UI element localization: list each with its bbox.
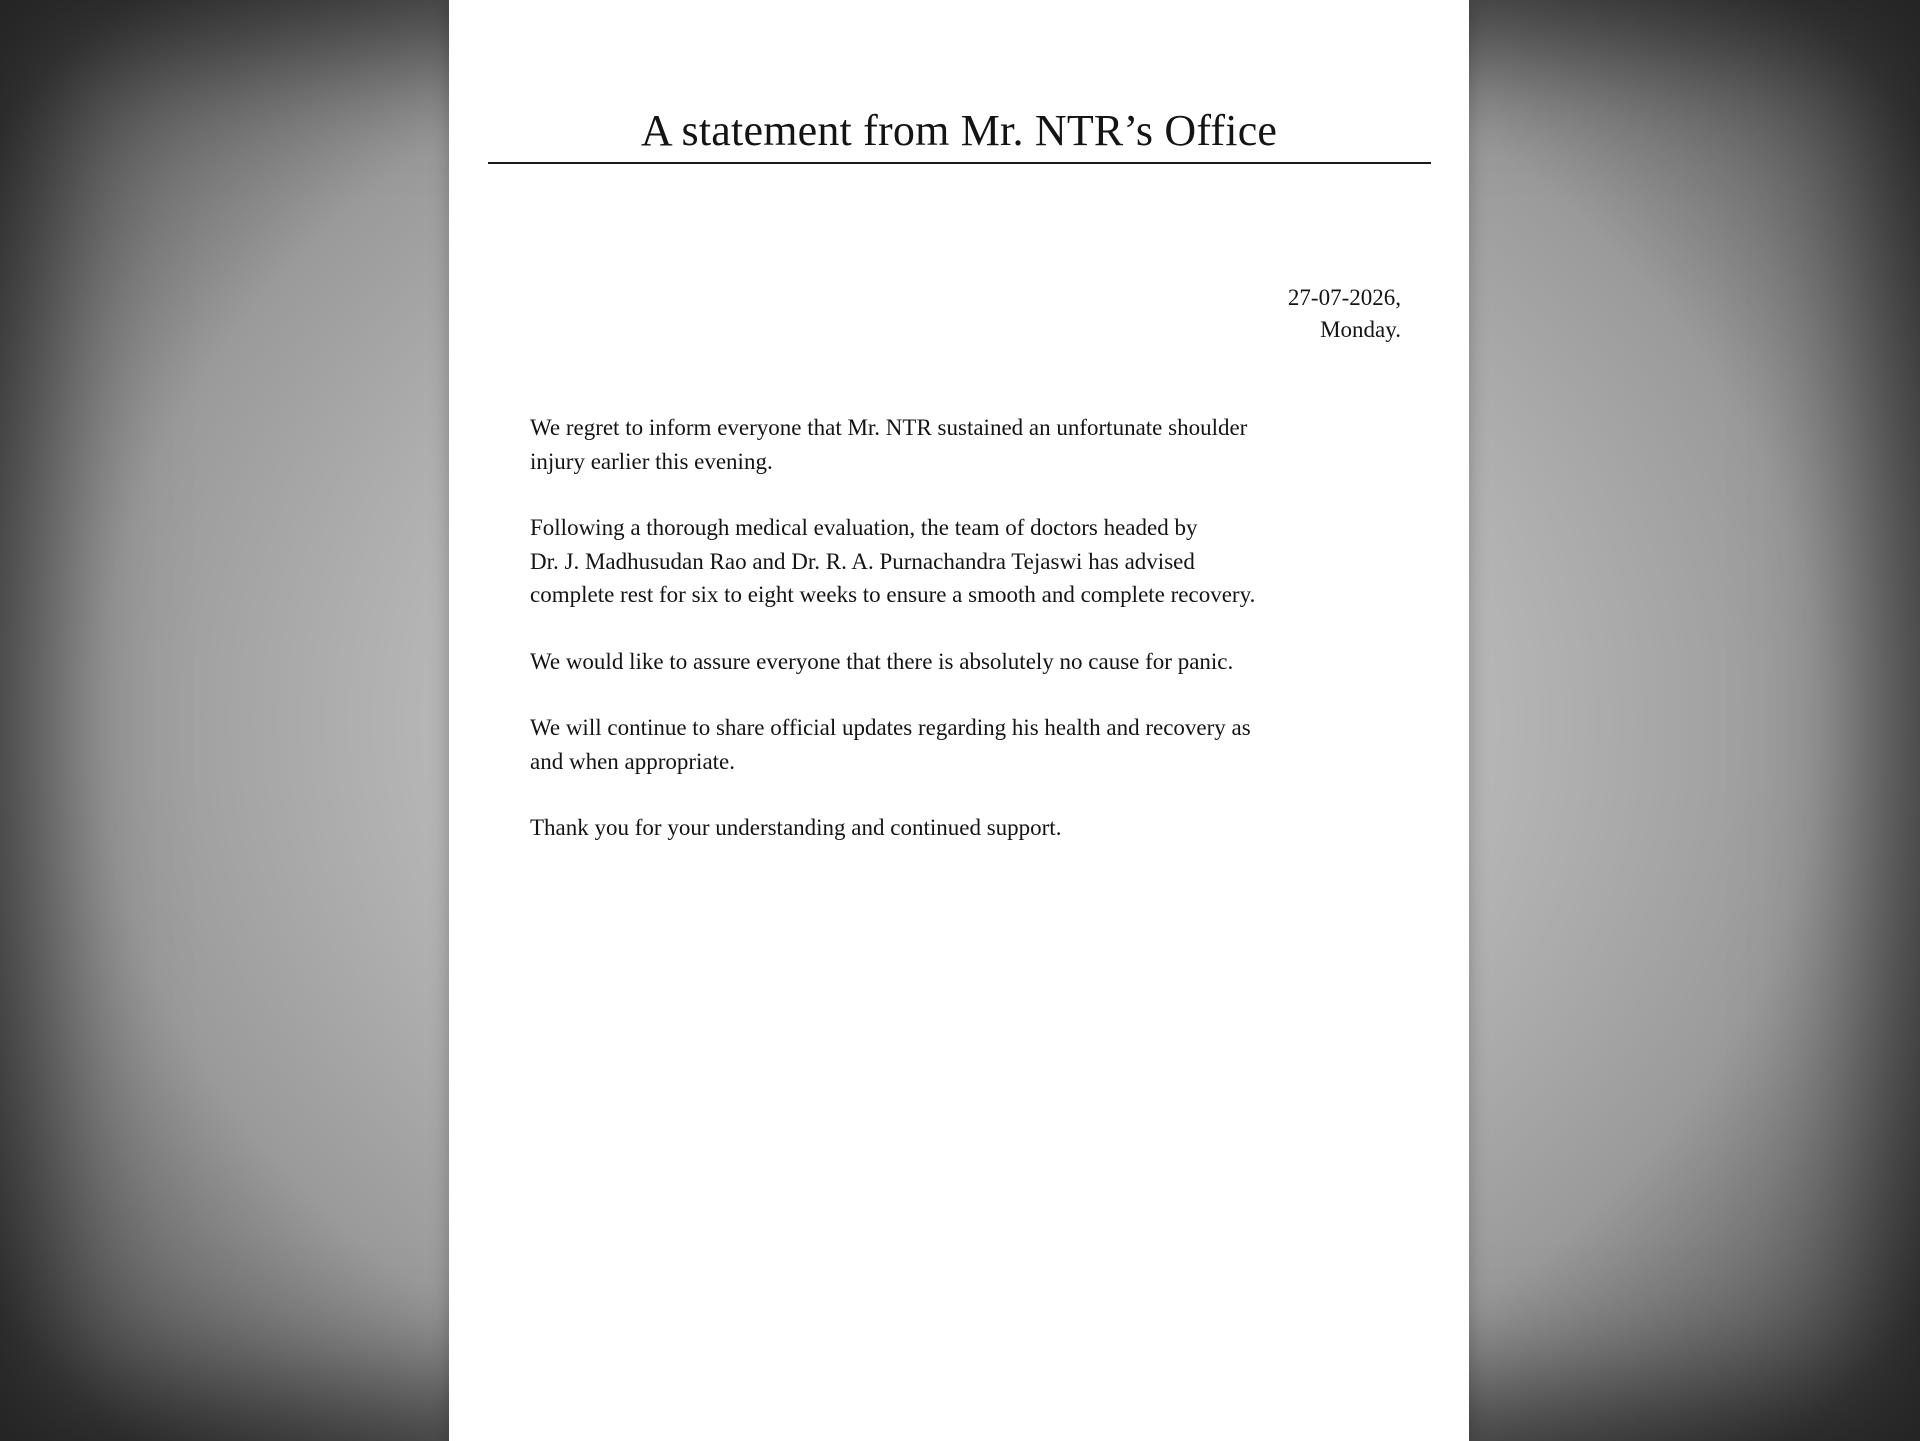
title-underline <box>488 162 1431 164</box>
paragraph-no-panic: We would like to assure everyone that there is absolutely no cause for panic. <box>530 648 1234 674</box>
paragraph-updates: We will continue to share official updates regarding his health and recovery as and when appropriate. <box>530 715 1251 774</box>
paragraph-medical-advice: Following a thorough medical evaluation, the team of doctors headed by Dr. J. Madhusudan Rao and Dr. R. A. Purnachandra Tejaswi has advised complete rest for six to eight weeks to ensure a smooth and complete recovery. <box>530 515 1256 607</box>
document-title: A statement from Mr. NTR’s Office <box>640 106 1278 155</box>
statement-body <box>530 411 1378 878</box>
statement-page <box>449 0 1469 1441</box>
date-block <box>1288 282 1401 346</box>
statement-day: Monday. <box>1320 317 1401 342</box>
paragraph-injury: We regret to inform everyone that Mr. NTR sustained an unfortunate shoulder injury earlier this evening. <box>530 415 1248 474</box>
paragraph-thanks: Thank you for your understanding and continued support. <box>530 815 1062 840</box>
statement-date: 27-07-2026, <box>1287 285 1401 310</box>
